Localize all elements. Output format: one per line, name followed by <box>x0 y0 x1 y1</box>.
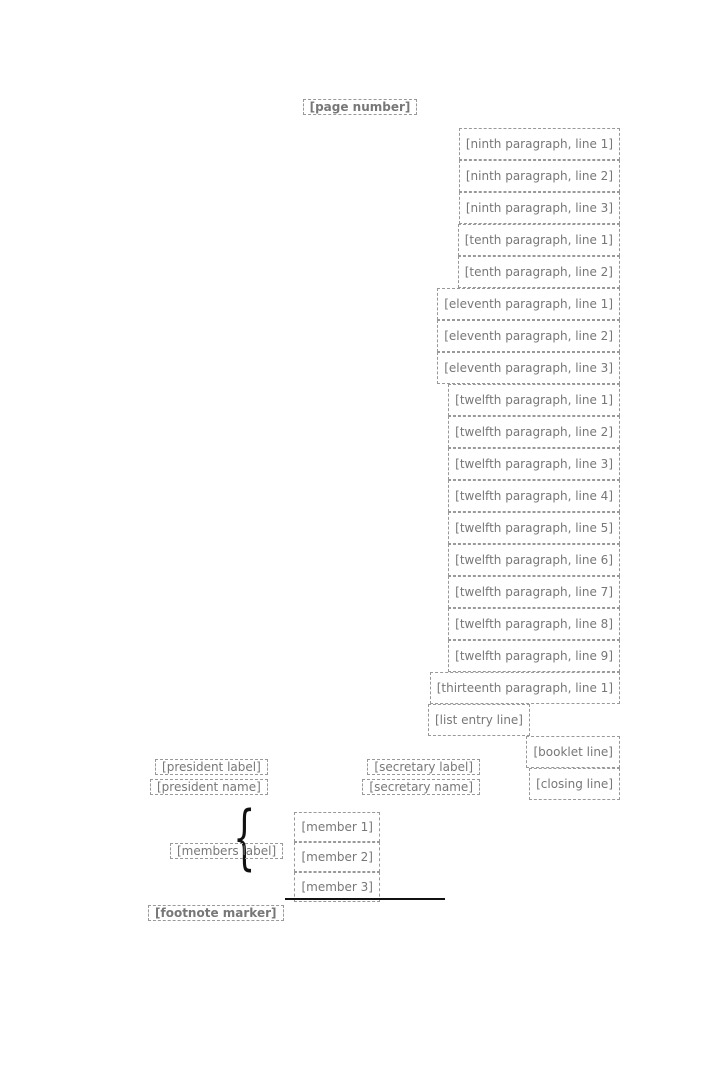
text-line: [tenth paragraph, line 1] <box>100 224 620 256</box>
text-line: [twelfth paragraph, line 7] <box>100 576 620 608</box>
text-line: [twelfth paragraph, line 5] <box>100 512 620 544</box>
text-line: [eleventh paragraph, line 2] <box>100 320 620 352</box>
body-text <box>100 128 620 800</box>
page-number: [page number] <box>0 88 720 117</box>
text-line: [twelfth paragraph, line 6] <box>100 544 620 576</box>
secretary-name: [secretary name] <box>362 776 480 796</box>
text-line: [thirteenth paragraph, line 1] <box>100 672 620 704</box>
text-line: [eleventh paragraph, line 1] <box>100 288 620 320</box>
footnote-marker: [footnote marker] <box>148 900 284 922</box>
signature-row <box>150 756 480 796</box>
text-line: [twelfth paragraph, line 4] <box>100 480 620 512</box>
text-line: [list entry line] <box>100 704 620 736</box>
text-line: [booklet line] <box>100 736 620 768</box>
text-line: [twelfth paragraph, line 1] <box>100 384 620 416</box>
text-line: [closing line] <box>100 768 620 800</box>
president-signature <box>150 756 268 796</box>
text-line: [ninth paragraph, line 2] <box>100 160 620 192</box>
secretary-signature <box>362 756 480 796</box>
text-line: [ninth paragraph, line 1] <box>100 128 620 160</box>
members-label: [members label] <box>170 840 283 860</box>
member-name: [member 1] <box>150 812 380 842</box>
text-line: [eleventh paragraph, line 3] <box>100 352 620 384</box>
text-line: [twelfth paragraph, line 2] <box>100 416 620 448</box>
text-line: [twelfth paragraph, line 8] <box>100 608 620 640</box>
text-line: [ninth paragraph, line 3] <box>100 192 620 224</box>
member-name: [member 2] <box>150 842 380 872</box>
brace-icon: { <box>233 796 256 878</box>
divider <box>285 898 445 900</box>
text-line: [twelfth paragraph, line 9] <box>100 640 620 672</box>
text-line: [twelfth paragraph, line 3] <box>100 448 620 480</box>
president-name: [president name] <box>150 776 268 796</box>
president-label: [president label] <box>150 756 268 776</box>
secretary-label: [secretary label] <box>362 756 480 776</box>
member-name: [member 3] <box>150 872 380 902</box>
text-line: [tenth paragraph, line 2] <box>100 256 620 288</box>
